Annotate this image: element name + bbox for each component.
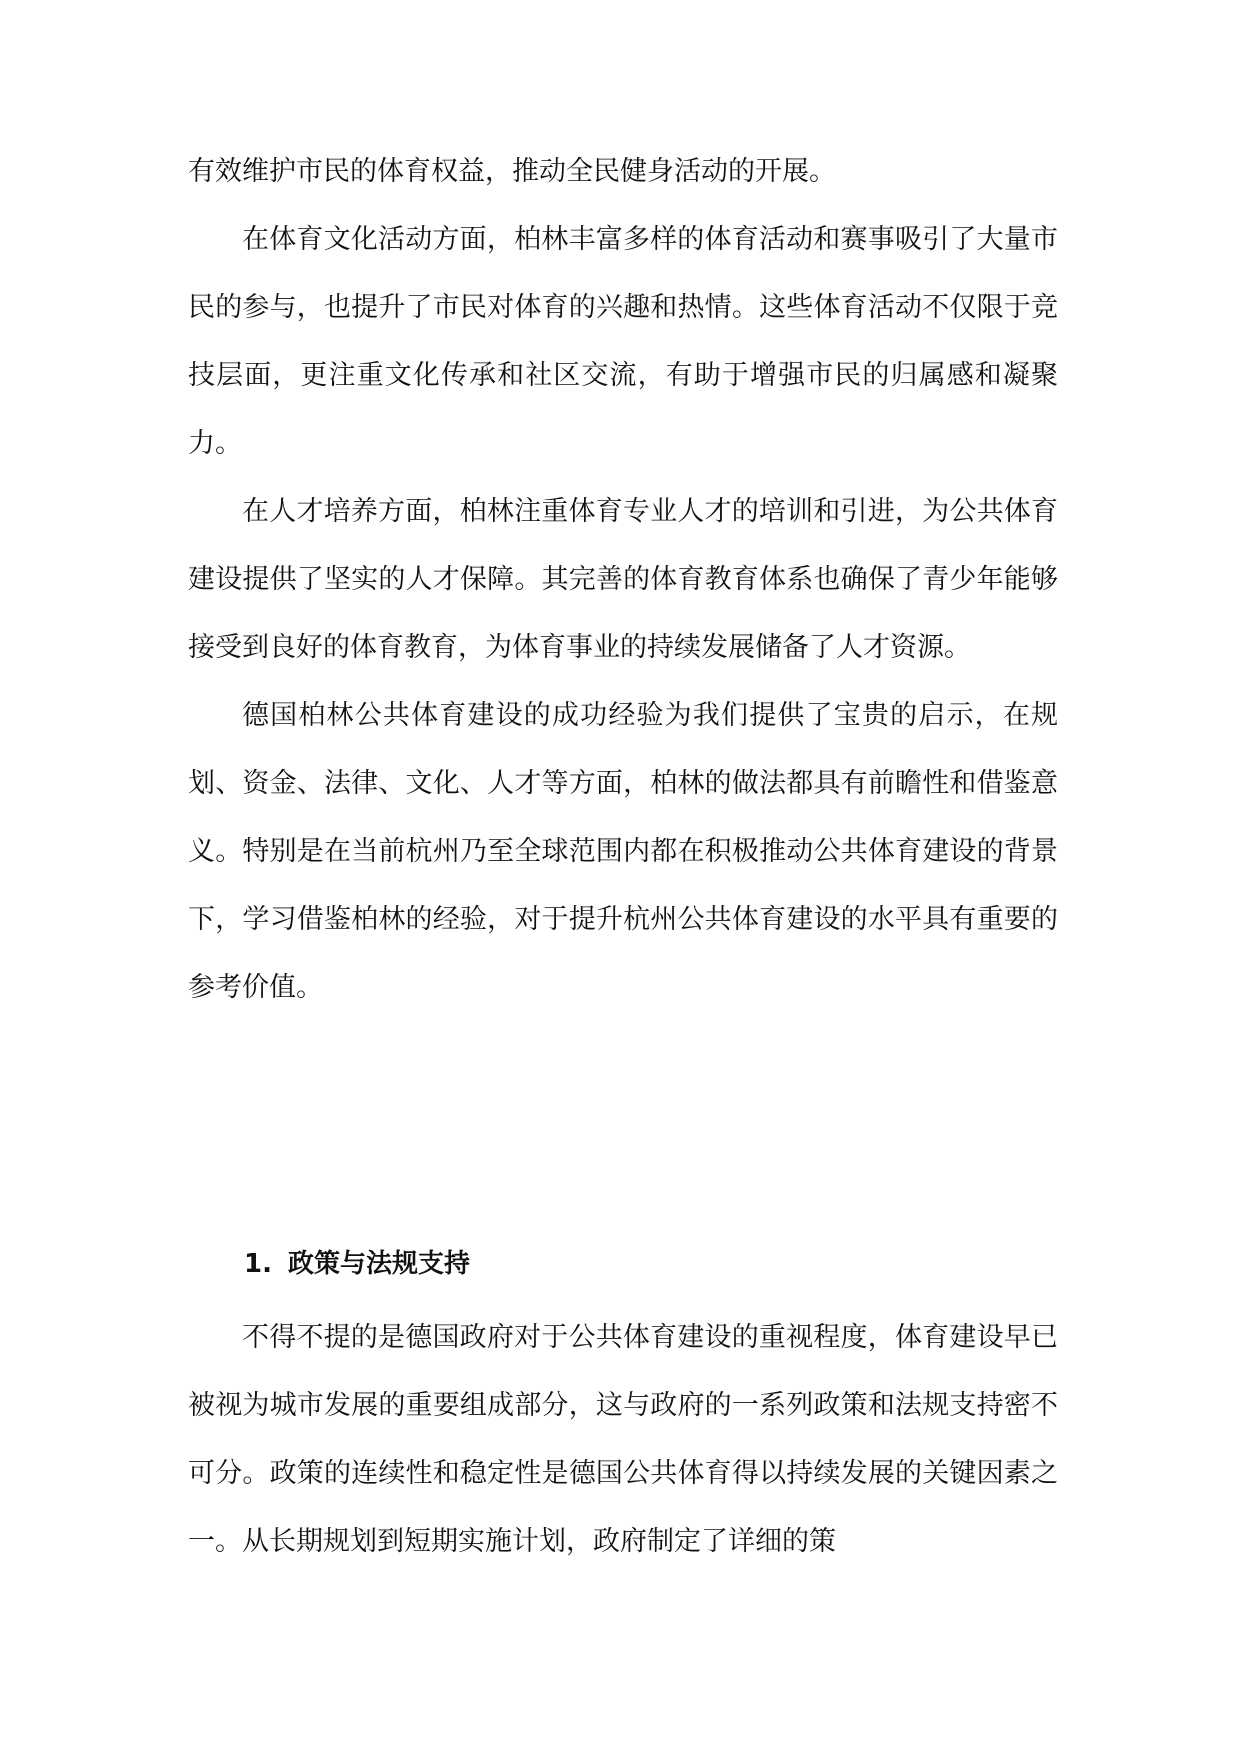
body-text-top (188, 138, 1058, 1022)
paragraph-talent-training: 在人才培养方面，柏林注重体育专业人才的培训和引进，为公共体育建设提供了坚实的人才保障。其完善的体育教育体系也确保了青少年能够接受到良好的体育教育，为体育事业的持续发展储备了人才资源。 (188, 496, 1058, 663)
section-number: 1. (244, 1249, 272, 1279)
paragraph-berlin-experience: 德国柏林公共体育建设的成功经验为我们提供了宝贵的启示，在规划、资金、法律、文化、人才等方面，柏林的做法都具有前瞻性和借鉴意义。特别是在当前杭州乃至全球范围内都在积极推动公共体育建设的背景下，学习借鉴柏林的经验，对于提升杭州公共体育建设的水平具有重要的参考价值。 (188, 700, 1058, 1003)
body-text-bottom (188, 1304, 1058, 1576)
paragraph-policy-support: 不得不提的是德国政府对于公共体育建设的重视程度，体育建设早已被视为城市发展的重要组成部分，这与政府的一系列政策和法规支持密不可分。政策的连续性和稳定性是德国公共体育得以持续发展的关键因素之一。从长期规划到短期实施计划，政府制定了详细的策 (188, 1322, 1058, 1557)
paragraph-continuation: 有效维护市民的体育权益，推动全民健身活动的开展。 (188, 156, 836, 187)
paragraph-sports-culture: 在体育文化活动方面，柏林丰富多样的体育活动和赛事吸引了大量市民的参与，也提升了市民对体育的兴趣和热情。这些体育活动不仅限于竞技层面，更注重文化传承和社区交流，有助于增强市民的归属感和凝聚力。 (188, 224, 1058, 459)
section-title: 政策与法规支持 (288, 1249, 471, 1279)
section-heading (244, 1244, 470, 1284)
